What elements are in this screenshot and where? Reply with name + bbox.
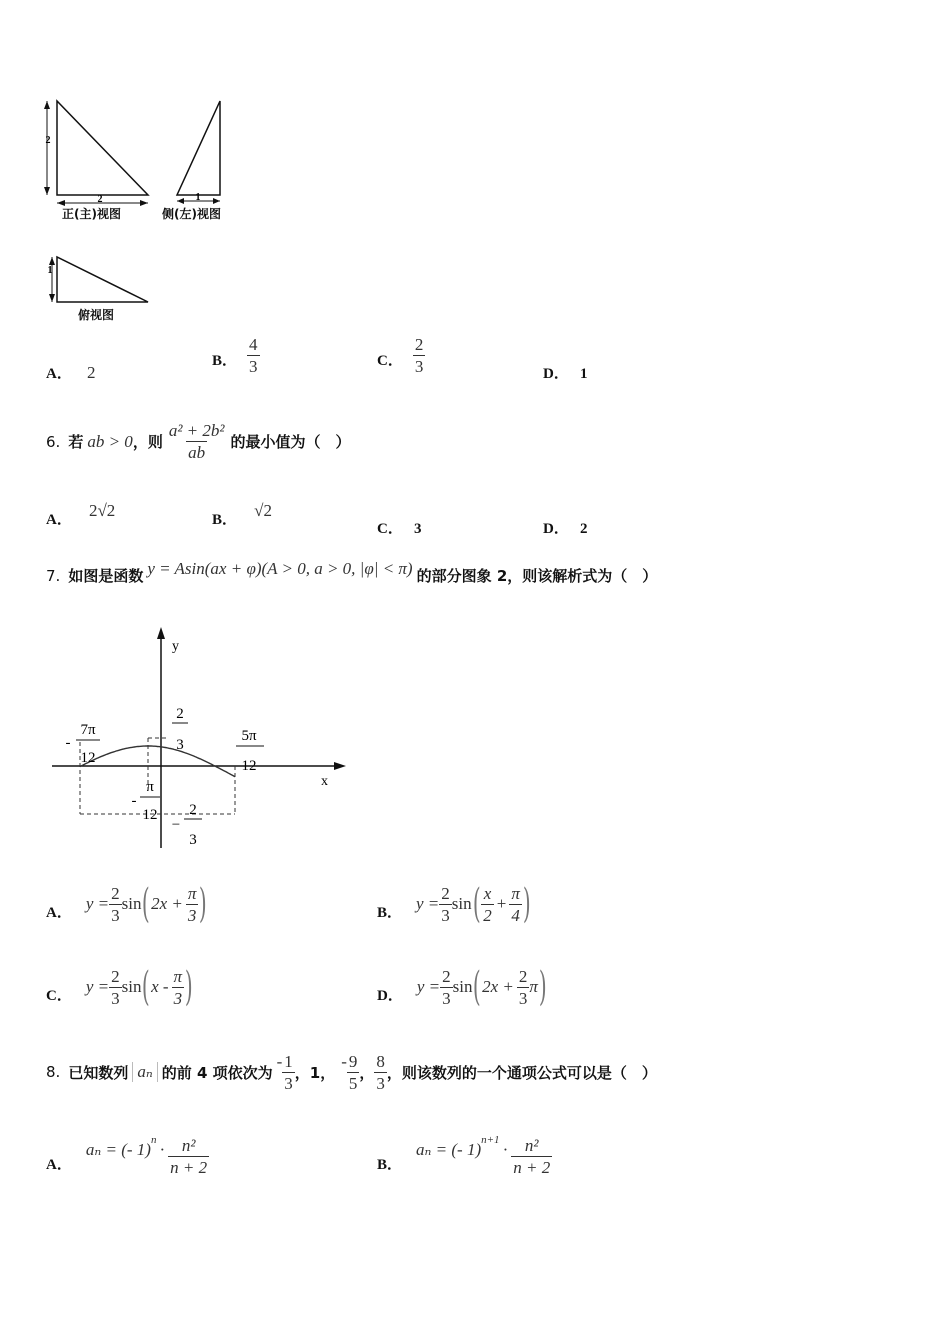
top-view-triangle bbox=[57, 257, 148, 302]
front-view-triangle bbox=[57, 101, 148, 195]
peak-x-den: 12 bbox=[142, 807, 158, 823]
front-width-label: 2 bbox=[97, 194, 103, 205]
q6-option-a[interactable]: A． 2√2 bbox=[46, 501, 116, 528]
q5-option-a[interactable]: A． 2 bbox=[46, 363, 96, 382]
q6-stem: 6. 若 ab > 0 ，则 $\frac{\text{a² + 2b²}}{ab}$ 的最小值为（ ） bbox=[46, 421, 351, 462]
q8-stem: 8. 已知数列 aₙ 的前 4 项依次为 - $\frac{1}{3}$ ，1， - $\frac{9}{5}$ ， $\frac{8}{3}$ ，则该数列的一个通项公式可以是（ ） bbox=[46, 1051, 657, 1093]
q7-option-d[interactable]: D． y = $\frac{2}{3}$ sin ( 2x + $\frac{2}{3}$ π ) bbox=[377, 964, 547, 1010]
top-view-caption: 俯视图 bbox=[78, 308, 115, 322]
sine-curve bbox=[80, 746, 235, 777]
y-axis-label: y bbox=[172, 639, 179, 654]
left-zero-num: 7π bbox=[80, 722, 96, 738]
max-value-num: 2 bbox=[176, 706, 184, 722]
q7-option-a[interactable]: A． y = $\frac{2}{3}$ sin ( 2x + $\frac{\pi}{3}$ ) bbox=[46, 881, 208, 927]
q7-option-c[interactable]: C． y = $\frac{2}{3}$ sin ( x - $\frac{\pi}{3}$ ) bbox=[46, 964, 193, 1010]
q7-stem: 7. 如图是函数 y = Asin(ax + φ)(A > 0, a > 0, |φ| < π) 的部分图象 2，则该解析式为（ ） bbox=[46, 558, 658, 585]
front-height-label: 2 bbox=[45, 135, 51, 146]
q8-option-b[interactable]: B． aₙ = (- 1) n+1 · $\frac{\text{n²}}{n + 2}$ bbox=[377, 1134, 551, 1177]
q6-option-c[interactable]: C． 3 bbox=[377, 521, 422, 537]
q6-option-b[interactable]: B． √2 bbox=[212, 501, 272, 528]
max-value-den: 3 bbox=[176, 737, 184, 753]
left-zero-den: 12 bbox=[80, 750, 96, 766]
x-axis-label: x bbox=[321, 774, 328, 789]
q5-option-d[interactable]: D． 1 bbox=[543, 366, 588, 382]
min-value-sign: − bbox=[171, 817, 181, 833]
side-width-label: 1 bbox=[195, 192, 201, 203]
side-view-caption: 侧(左)视图 bbox=[162, 207, 221, 221]
front-view-caption: 正(主)视图 bbox=[62, 207, 121, 221]
peak-x-sign: - bbox=[131, 793, 137, 809]
q5-option-b[interactable]: B． $\frac{4}{3}$ bbox=[212, 335, 258, 376]
right-zero-den: 12 bbox=[241, 758, 257, 774]
q7-option-b[interactable]: B． y = $\frac{2}{3}$ sin ( $\frac{x}{2}$ + $\frac{\pi}{4}$ ) bbox=[377, 881, 531, 927]
side-view-triangle bbox=[177, 101, 220, 195]
min-value-num: 2 bbox=[189, 802, 197, 818]
q6-option-d[interactable]: D． 2 bbox=[543, 521, 588, 537]
left-zero-sign: - bbox=[65, 735, 71, 751]
right-zero-num: 5π bbox=[241, 728, 257, 744]
q8-option-a[interactable]: A． aₙ = (- 1) n · $\frac{\text{n²}}{n + 2}$ bbox=[46, 1134, 208, 1177]
q5-option-c[interactable]: C． $\frac{2}{3}$ bbox=[377, 335, 424, 376]
min-value-den: 3 bbox=[189, 832, 197, 848]
peak-x-num: π bbox=[146, 779, 154, 795]
sine-graph bbox=[50, 622, 360, 862]
top-depth-label: 1 bbox=[47, 265, 53, 276]
